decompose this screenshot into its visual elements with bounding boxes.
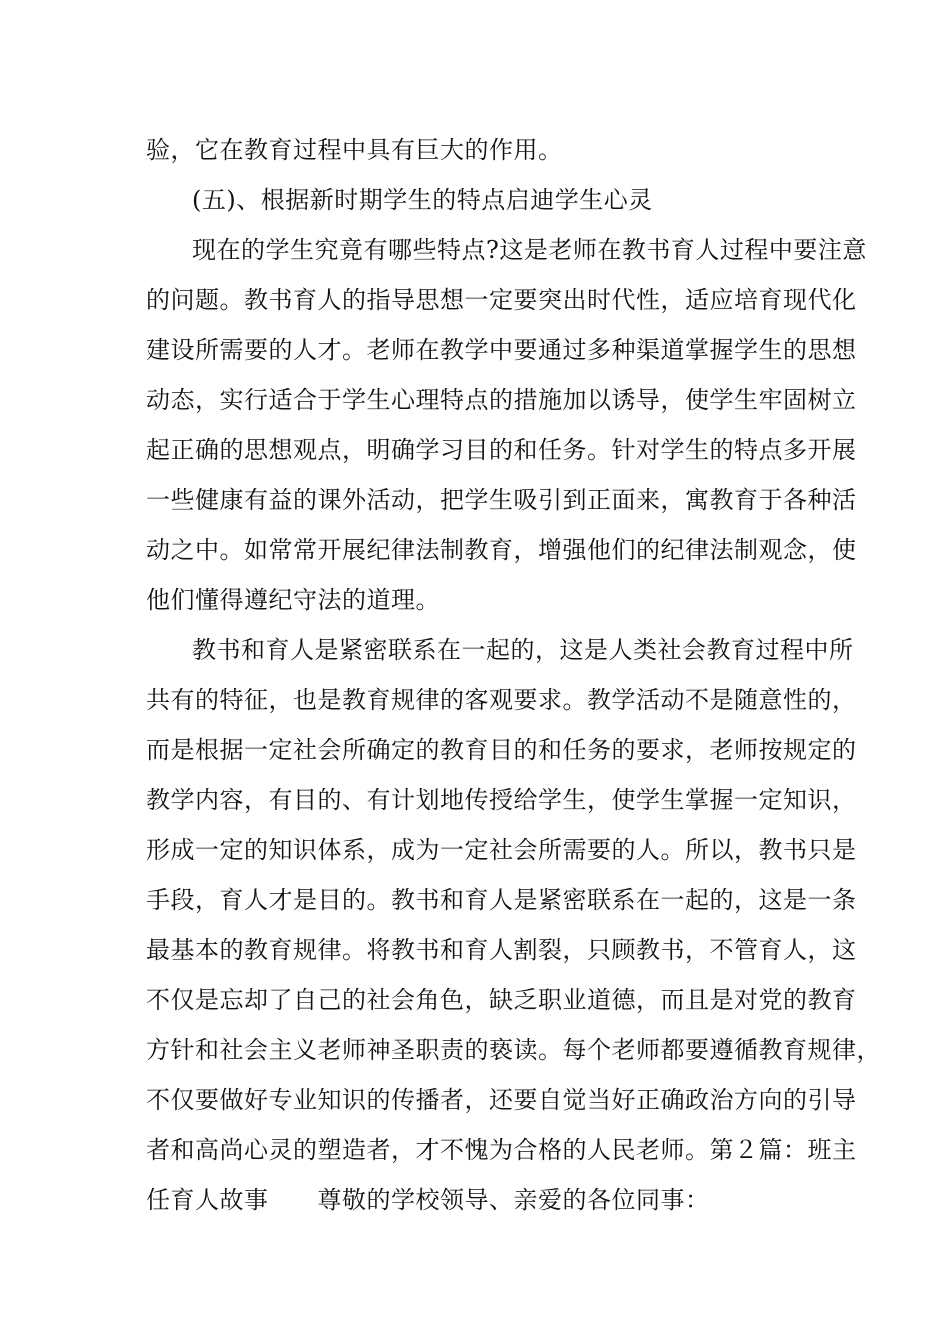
text-line: 建设所需要的人才。老师在教学中要通过多种渠道掌握学生的思想 [146, 336, 857, 364]
text-line: 一些健康有益的课外活动，把学生吸引到正面来，寓教育于各种活 [146, 486, 857, 514]
text-line: 共有的特征，也是教育规律的客观要求。教学活动不是随意性的， [146, 686, 857, 714]
text-line: 的问题。教书育人的指导思想一定要突出时代性，适应培育现代化 [146, 286, 857, 314]
text-line: 起正确的思想观点，明确学习目的和任务。针对学生的特点多开展 [146, 436, 857, 464]
text-line: 验，它在教育过程中具有巨大的作用。 [146, 136, 563, 164]
text-line: 他们懂得遵纪守法的道理。 [146, 586, 440, 614]
text-line: 教学内容，有目的、有计划地传授给学生，使学生掌握一定知识， [146, 786, 857, 814]
text-line: 形成一定的知识体系，成为一定社会所需要的人。所以，教书只是 [146, 836, 857, 864]
section-heading: (五)、根据新时期学生的特点启迪学生心灵 [192, 186, 653, 214]
text-line: 教书和育人是紧密联系在一起的，这是人类社会教育过程中所 [192, 636, 854, 664]
text-line: 不仅是忘却了自己的社会角色，缺乏职业道德，而且是对党的教育 [146, 986, 857, 1014]
text-line: 方针和社会主义老师神圣职责的亵读。每个老师都要遵循教育规律， [146, 1036, 881, 1064]
text-line: 最基本的教育规律。将教书和育人割裂，只顾教书，不管育人，这 [146, 936, 857, 964]
text-line: 动态，实行适合于学生心理特点的措施加以诱导，使学生牢固树立 [146, 386, 857, 414]
text-line: 不仅要做好专业知识的传播者，还要自觉当好正确政治方向的引导 [146, 1086, 857, 1114]
text-line: 而是根据一定社会所确定的教育目的和任务的要求，老师按规定的 [146, 736, 857, 764]
text-line: 动之中。如常常开展纪律法制教育，增强他们的纪律法制观念，使 [146, 536, 857, 564]
text-line: 手段，育人才是目的。教书和育人是紧密联系在一起的，这是一条 [146, 886, 857, 914]
text-line: 现在的学生究竟有哪些特点?这是老师在教书育人过程中要注意 [192, 236, 867, 264]
text-line: 任育人故事 尊敬的学校领导、亲爱的各位同事： [146, 1186, 710, 1214]
text-line: 者和高尚心灵的塑造者，才不愧为合格的人民老师。第２篇：班主 [146, 1136, 857, 1164]
